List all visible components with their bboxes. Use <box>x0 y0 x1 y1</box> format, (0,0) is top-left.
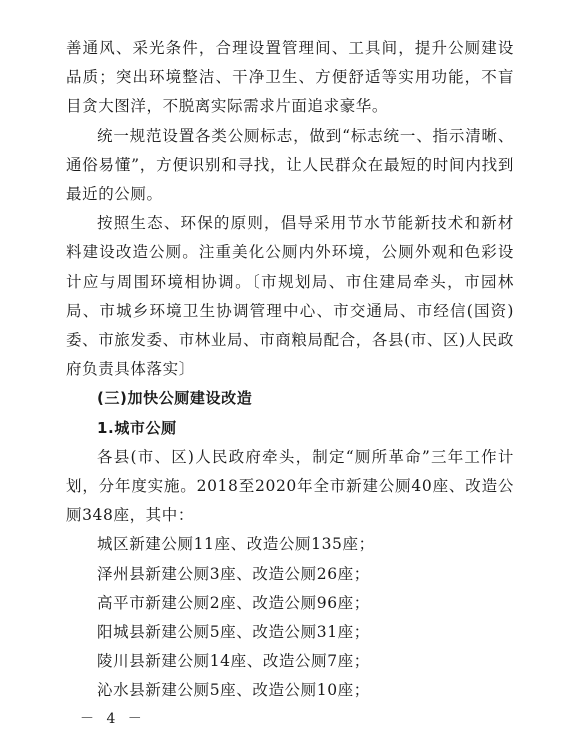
section-heading: (三)加快公厕建设改造 <box>97 389 253 408</box>
list-item-yangcheng: 阳城县新建公厕5座、改造公厕31座； <box>97 623 370 642</box>
paragraph-signage: 统一规范设置各类公厕标志，做到“标志统一、指示清晰、通俗易懂”，方便识别和寻找，让人民群众在最短的时间内找到最近的公厕。 <box>66 126 514 204</box>
subsection-heading: 1.城市公厕 <box>97 418 177 437</box>
list-item-zezhou: 泽州县新建公厕3座、改造公厕26座； <box>97 564 370 583</box>
paragraph-facility-quality: 善通风、采光条件，合理设置管理间、工具间，提升公厕建设品质；突出环境整洁、干净卫生、方便舒适等实用功能，不盲目贪大图洋，不脱离实际需求片面追求豪华。 <box>66 39 514 116</box>
list-item-qinshui: 沁水县新建公厕5座、改造公厕10座； <box>97 681 370 700</box>
list-item-gaoping: 高平市新建公厕2座、改造公厕96座； <box>97 593 370 612</box>
list-item-lingchuan: 陵川县新建公厕14座、改造公厕7座； <box>97 652 370 671</box>
page-number: － 4 － <box>80 711 146 727</box>
paragraph-city-plan: 各县(市、区)人民政府牵头，制定“厕所革命”三年工作计划，分年度实施。2018至2020年全市新建公厕40座、改造公厕348座，其中： <box>66 447 514 525</box>
document-body <box>66 34 514 706</box>
list-item-chengqu: 城区新建公厕11座、改造公厕135座； <box>97 535 375 554</box>
paragraph-eco-design: 按照生态、环保的原则，倡导采用节水节能新技术和新材料建设改造公厕。注重美化公厕内外环境，公厕外观和色彩设计应与周围环境相协调。〔市规划局、市住建局牵头，市园林局、市城乡环境卫生协调管理中心、市交通局、市经信(国资)委、市旅发委、市林业局、市商粮局配合，各县(市、区)人民政府负责具体落实〕 <box>66 214 514 379</box>
